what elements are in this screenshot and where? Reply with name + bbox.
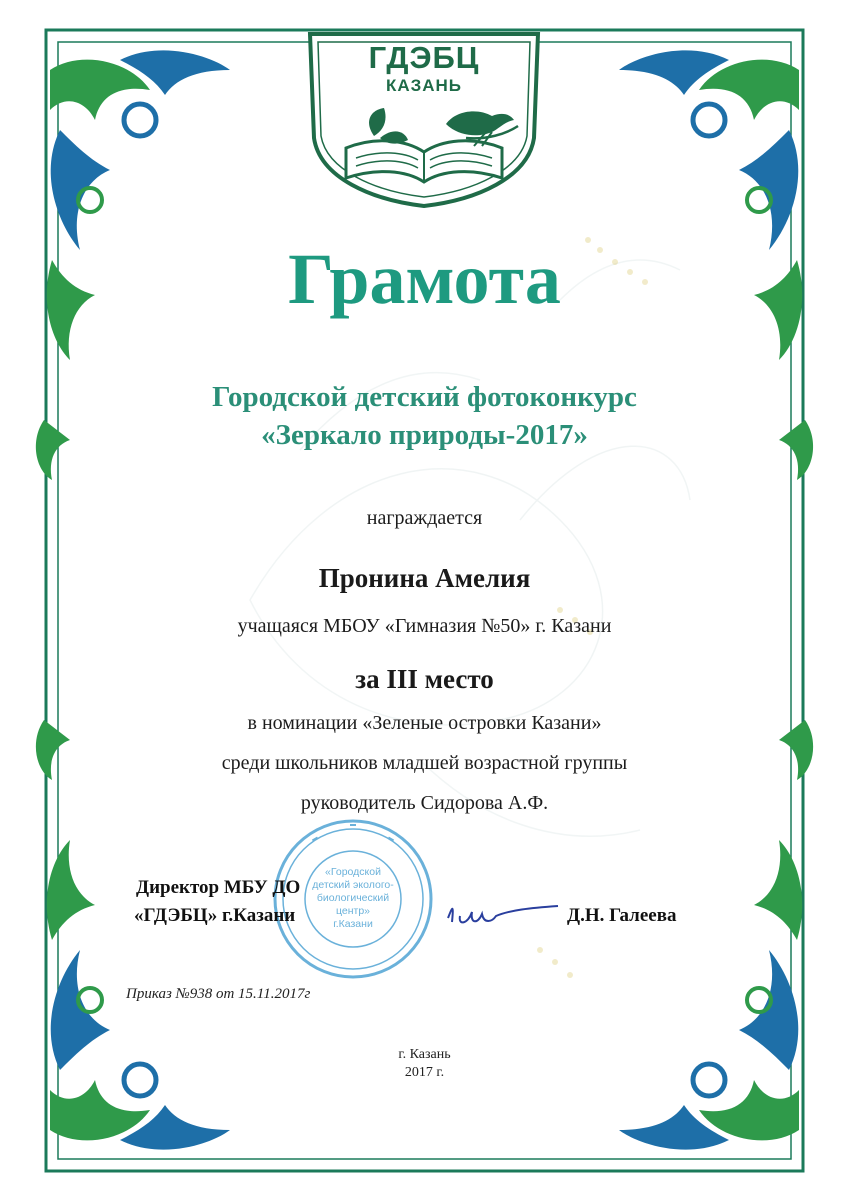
background-flower-watermark — [250, 260, 690, 836]
certificate-title: Грамота — [288, 239, 561, 319]
director-name: Д.Н. Галеева — [567, 905, 677, 926]
ornament-bottom-right — [619, 840, 802, 1150]
organization-logo — [296, 28, 552, 210]
contest-name-line2: «Зеркало природы-2017» — [261, 419, 588, 451]
logo-title: ГДЭБЦ — [368, 40, 480, 75]
award-place: за III место — [355, 664, 494, 694]
director-position-line2: «ГДЭБЦ» г.Казани — [134, 905, 296, 926]
logo-city: КАЗАНЬ — [385, 76, 463, 95]
recipient-name: Пронина Амелия — [318, 563, 531, 593]
director-position-line1: Директор МБУ ДО — [136, 877, 301, 898]
recipient-school: учащаяся МБОУ «Гимназия №50» г. Казани — [237, 615, 612, 637]
stamp-line-1: «Городской — [325, 866, 381, 878]
handwritten-signature — [440, 888, 560, 938]
footer-city: г. Казань — [398, 1047, 451, 1062]
footer-year: 2017 г. — [404, 1065, 445, 1080]
stamp-line-5: г.Казани — [333, 918, 373, 930]
contest-name-line1: Городской детский фотоконкурс — [212, 381, 637, 413]
nomination-line: в номинации «Зеленые островки Казани» — [247, 712, 602, 734]
stamp-line-2: детский эколого- — [312, 879, 394, 891]
age-group-line: среди школьников младшей возрастной группы — [221, 752, 628, 774]
background-seed-dots — [537, 237, 648, 978]
awarded-label: награждается — [366, 507, 483, 529]
stamp-line-3: биологический — [316, 892, 390, 904]
supervisor-line: руководитель Сидорова А.Ф. — [300, 792, 549, 814]
order-reference: Приказ №938 от 15.11.2017г — [126, 986, 311, 1002]
stamp-line-4: центр» — [335, 905, 371, 917]
